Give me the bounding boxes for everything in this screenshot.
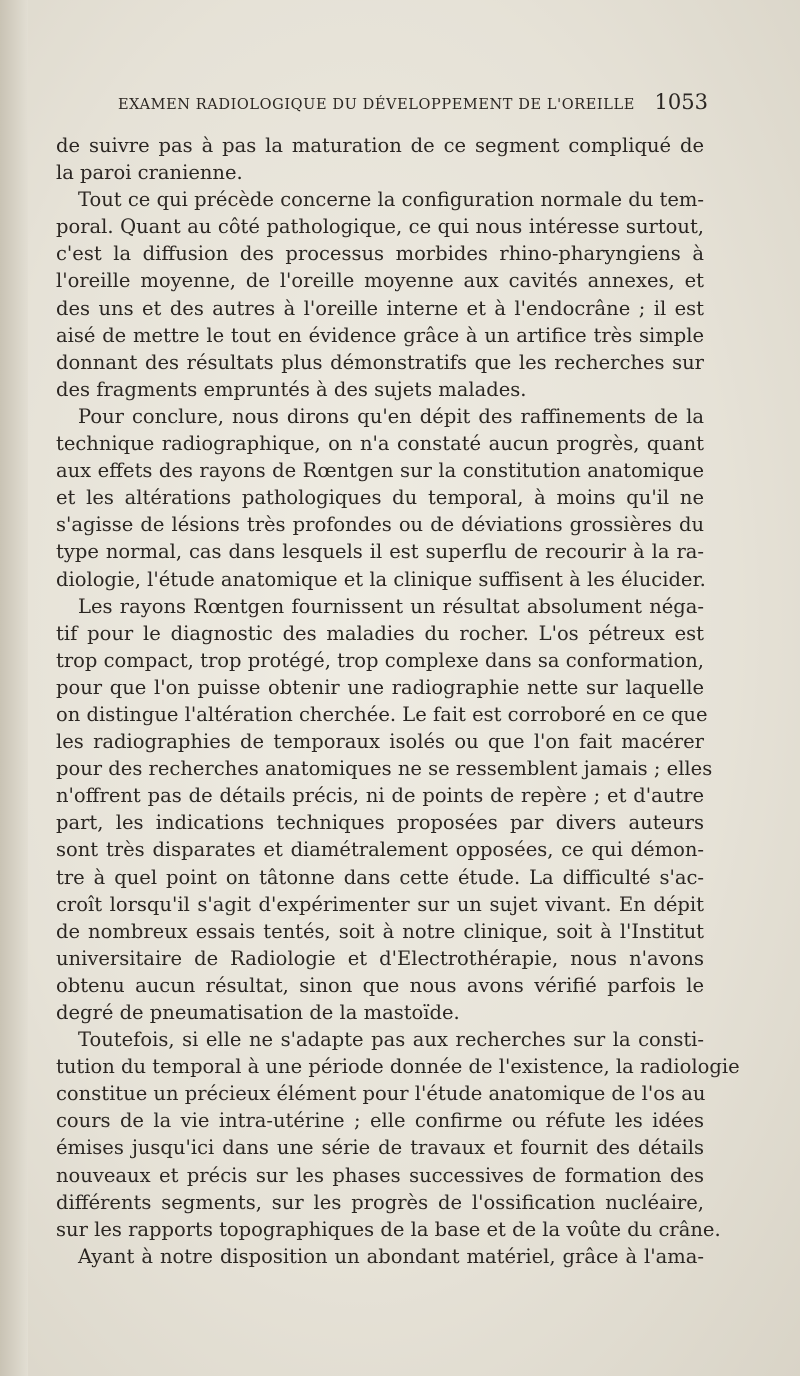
text-line: de suivre pas à pas la maturation de ce segment compliqué de <box>56 134 704 157</box>
text-line: l'oreille moyenne, de l'oreille moyenne aux cavités annexes, et <box>56 269 704 293</box>
text-line: et les altérations pathologiques du temporal, à moins qu'il ne <box>56 486 704 510</box>
text-line: pour que l'on puisse obtenir une radiographie nette sur laquelle <box>56 675 704 699</box>
text-line: n'offrent pas de détails précis, ni de points de repère ; et d'autre <box>56 784 704 808</box>
text-line: aisé de mettre le tout en évidence grâce à un artifice très simple <box>56 323 704 347</box>
text-line: s'agisse de lésions très profondes ou de déviations grossières du <box>56 513 704 537</box>
text-line: différents segments, sur les progrès de l'ossification nucléaire, <box>56 1190 704 1214</box>
text-line: tution du temporal à une période donnée de l'existence, la radiologie <box>56 1055 740 1079</box>
text-line: la paroi cranienne. <box>56 161 243 185</box>
text-line: donnant des résultats plus démonstratifs que les recherches sur <box>56 350 704 374</box>
text-line: tif pour le diagnostic des maladies du rocher. L'os pétreux est <box>56 621 704 645</box>
text-line: émises jusqu'ici dans une série de travaux et fournit des détails <box>56 1136 704 1160</box>
text-line: degré de pneumatisation de la mastoïde. <box>56 1001 460 1024</box>
running-head: EXAMEN RADIOLOGIQUE DU DÉVELOPPEMENT DE L'OREILLE <box>118 97 635 113</box>
page-gutter-shadow <box>0 0 28 1376</box>
text-line: cours de la vie intra-utérine ; elle confirme ou réfute les idées <box>56 1109 704 1133</box>
text-line: Pour conclure, nous dirons qu'en dépit des raffinements de la <box>78 404 704 428</box>
text-line: on distingue l'altération cherchée. Le fait est corroboré en ce que <box>56 702 708 726</box>
text-line: universitaire de Radiologie et d'Electrothérapie, nous n'avons <box>56 946 704 970</box>
text-line: sur les rapports topographiques de la base et de la voûte du crâne. <box>56 1217 721 1241</box>
text-line: des uns et des autres à l'oreille interne et à l'endocrâne ; il est <box>56 296 704 320</box>
text-line: technique radiographique, on n'a constaté aucun progrès, quant <box>56 432 704 456</box>
text-line: c'est la diffusion des processus morbides rhino-pharyngiens à <box>56 242 704 266</box>
text-line: aux effets des rayons de Rœntgen sur la constitution anatomique <box>56 459 704 483</box>
text-line: diologie, l'étude anatomique et la clinique suffisent à les élucider. <box>56 567 706 591</box>
text-line: poral. Quant au côté pathologique, ce qui nous intéresse surtout, <box>56 215 704 239</box>
text-line: de nombreux essais tentés, soit à notre clinique, soit à l'Institut <box>56 919 704 943</box>
text-line: constitue un précieux élément pour l'étude anatomique de l'os au <box>56 1082 706 1106</box>
text-line: tre à quel point on tâtonne dans cette étude. La difficulté s'ac- <box>56 865 704 889</box>
text-line: obtenu aucun résultat, sinon que nous avons vérifié parfois le <box>56 973 704 997</box>
text-line: Les rayons Rœntgen fournissent un résultat absolument néga- <box>78 594 704 618</box>
text-line: trop compact, trop protégé, trop complexe dans sa conformation, <box>56 648 704 672</box>
text-line: Tout ce qui précède concerne la configuration normale du tem- <box>78 188 704 212</box>
text-line: croît lorsqu'il s'agit d'expérimenter sur un sujet vivant. En dépit <box>56 892 704 916</box>
text-line: Toutefois, si elle ne s'adapte pas aux recherches sur la consti- <box>78 1028 704 1052</box>
text-line: pour des recherches anatomiques ne se ressemblent jamais ; elles <box>56 757 713 781</box>
text-line: Ayant à notre disposition un abondant matériel, grâce à l'ama- <box>78 1244 704 1268</box>
text-line: des fragments empruntés à des sujets malades. <box>56 377 527 401</box>
text-line: part, les indications techniques proposées par divers auteurs <box>56 811 704 835</box>
body-text <box>56 132 740 1270</box>
text-line: sont très disparates et diamétralement opposées, ce qui démon- <box>56 838 704 862</box>
text-line: nouveaux et précis sur les phases successives de formation des <box>56 1163 704 1187</box>
page-number: 1053 <box>654 90 708 114</box>
text-line: les radiographies de temporaux isolés ou que l'on fait macérer <box>56 730 704 754</box>
text-line: type normal, cas dans lesquels il est superflu de recourir à la ra- <box>56 540 704 564</box>
page-header <box>118 90 708 116</box>
